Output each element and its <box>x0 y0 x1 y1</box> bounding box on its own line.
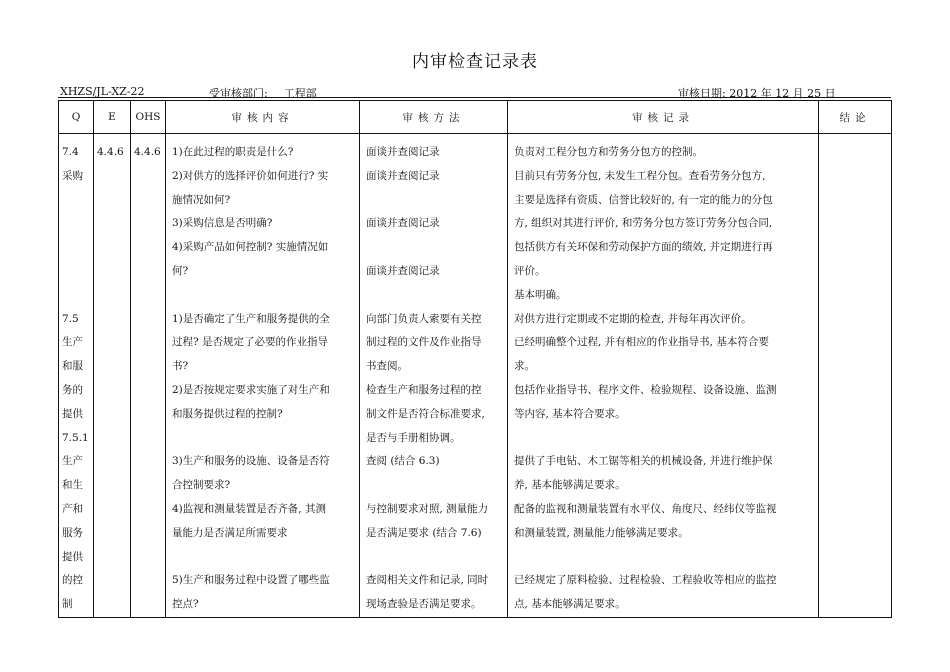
cell-line: 已经规定了原料检验、过程检验、工程验收等相应的监控 <box>514 574 777 587</box>
conclusion-cell <box>819 134 892 618</box>
cell-line: 4.4.6 <box>134 146 161 158</box>
cell-line <box>360 474 507 498</box>
cell-line: 过程? 是否规定了必要的作业指导 <box>172 336 328 349</box>
cell-line: 7.5 <box>62 312 79 325</box>
document-code: XHZS/JL-XZ-22 <box>60 85 145 98</box>
cell-line: 是否满足要求 (结合 7.6) <box>366 526 482 539</box>
audit-method-cell <box>360 134 508 618</box>
cell-line: 4)采购产品如何控制? 实施情况如 <box>172 241 329 254</box>
cell-line: 和生 <box>62 479 83 492</box>
cell-line <box>59 260 93 284</box>
cell-line: 何? <box>172 264 189 277</box>
document-title: 内审检查记录表 <box>412 52 538 72</box>
cell-line: 制文件是否符合标准要求, <box>366 407 485 420</box>
cell-line <box>59 212 93 236</box>
audit-content-cell <box>166 134 360 618</box>
cell-line: 面谈并查阅记录 <box>366 264 440 277</box>
cell-line: 5)生产和服务过程中设置了哪些监 <box>172 574 330 587</box>
cell-line: 面谈并查阅记录 <box>366 217 440 230</box>
cell-line: 制过程的文件及作业指导 <box>366 336 482 349</box>
cell-line: 检查生产和服务过程的控 <box>366 383 482 396</box>
department-label: 受审核部门: <box>209 87 268 100</box>
cell-line: 7.5.1 <box>62 431 89 444</box>
audited-department <box>209 85 352 101</box>
cell-line: 务的 <box>62 383 83 396</box>
cell-line: 提供 <box>62 407 83 420</box>
cell-line <box>166 284 359 308</box>
cell-line: 采购 <box>62 169 83 182</box>
cell-line: 合控制要求? <box>172 479 231 492</box>
audit-record-table <box>58 100 892 618</box>
cell-line <box>508 546 818 570</box>
cell-line: 查阅 (结合 6.3) <box>366 455 440 468</box>
cell-line <box>360 546 507 570</box>
cell-line: 目前只有劳务分包, 未发生工程分包。查看劳务分包方, <box>514 169 766 182</box>
header-content: 审核内容 <box>166 101 360 134</box>
department-value: 工程部 <box>274 88 352 101</box>
cell-line: 已经明确整个过程, 并有相应的作业指导书, 基本符合要 <box>514 336 769 349</box>
header-row <box>59 101 892 134</box>
cell-line: 基本明确。 <box>514 288 567 301</box>
cell-line <box>166 427 359 451</box>
cell-line: 评价。 <box>514 264 546 277</box>
cell-line: 4)监视和测量装置是否齐备, 其测 <box>172 502 326 515</box>
clause-q-cell <box>59 134 94 618</box>
cell-line: 3)采购信息是否明确? <box>172 217 273 230</box>
cell-line: 配备的监视和测量装置有水平仪、角度尺、经纬仪等监视 <box>514 502 777 515</box>
cell-line: 等内容, 基本符合要求。 <box>514 407 626 420</box>
cell-line: 主要是选择有资质、信誉比较好的, 有一定的能力的分包 <box>514 193 773 206</box>
cell-line: 制 <box>62 598 73 611</box>
audit-date: 审核日期: 2012 年 12 月 25 日 <box>678 87 836 100</box>
cell-line <box>166 546 359 570</box>
cell-line: 对供方进行定期或不定期的检查, 并每年再次评价。 <box>514 312 752 325</box>
cell-line <box>360 189 507 213</box>
cell-line: 面谈并查阅记录 <box>366 169 440 182</box>
cell-line: 养, 基本能够满足要求。 <box>514 479 626 492</box>
cell-line: 提供 <box>62 550 83 563</box>
header-q: Q <box>59 101 94 134</box>
cell-line <box>59 284 93 308</box>
cell-line: 1)在此过程的职责是什么? <box>172 146 294 158</box>
cell-line <box>360 236 507 260</box>
header-e: E <box>94 101 131 134</box>
cell-line: 提供了手电钻、木工锯等相关的机械设备, 并进行维护保 <box>514 455 773 468</box>
cell-line: 量能力是否满足所需要求 <box>172 526 288 539</box>
cell-line: 查阅相关文件和记录, 同时 <box>366 574 489 587</box>
audit-record-cell <box>508 134 819 618</box>
cell-line: 和服 <box>62 360 83 373</box>
header-record: 审核记录 <box>508 101 819 134</box>
header-rule <box>58 97 891 98</box>
cell-line: 施情况如何? <box>172 193 231 206</box>
cell-line: 包括作业指导书、程序文件、检验规程、设备设施、监测 <box>514 383 777 396</box>
cell-line: 是否与手册相协调。 <box>366 431 461 444</box>
cell-line: 产和 <box>62 502 83 515</box>
table-row <box>59 134 892 618</box>
cell-line: 书查阅。 <box>366 360 408 373</box>
cell-line: 向部门负责人索要有关控 <box>366 312 482 325</box>
cell-line: 生产 <box>62 336 83 349</box>
cell-line: 2)对供方的选择评价如何进行? 实 <box>172 169 329 182</box>
clause-ohs-cell <box>131 134 166 618</box>
cell-line: 1)是否确定了生产和服务提供的全 <box>172 312 330 325</box>
cell-line: 2)是否按规定要求实施了对生产和 <box>172 383 330 396</box>
cell-line: 负责对工程分包方和劳务分包方的控制。 <box>514 146 703 158</box>
cell-line: 现场查验是否满足要求。 <box>366 598 482 611</box>
cell-line <box>59 189 93 213</box>
cell-line: 生产 <box>62 455 83 468</box>
cell-line: 包括供方有关环保和劳动保护方面的绩效, 并定期进行再 <box>514 241 773 254</box>
cell-line: 和服务提供过程的控制? <box>172 407 283 420</box>
cell-line: 书? <box>172 360 189 373</box>
header-conclusion: 结论 <box>819 101 892 134</box>
cell-line <box>508 427 818 451</box>
cell-line: 3)生产和服务的设施、设备是否符 <box>172 455 330 468</box>
cell-line: 求。 <box>514 360 535 373</box>
cell-line: 点, 基本能够满足要求。 <box>514 598 626 611</box>
cell-line: 服务 <box>62 526 83 539</box>
clause-e-cell <box>94 134 131 618</box>
cell-line: 的控 <box>62 574 83 587</box>
cell-line: 4.4.6 <box>97 146 124 158</box>
header-method: 审核方法 <box>360 101 508 134</box>
cell-line <box>59 236 93 260</box>
cell-line: 和测量装置, 测量能力能够满足要求。 <box>514 526 689 539</box>
cell-line: 与控制要求对照, 测量能力 <box>366 502 489 515</box>
cell-line: 方, 组织对其进行评价, 和劳务分包方签订劳务分包合同, <box>514 217 773 230</box>
cell-line: 7.4 <box>62 146 79 158</box>
header-ohs: OHS <box>131 101 166 134</box>
cell-line: 控点? <box>172 598 199 611</box>
cell-line: 面谈并查阅记录 <box>366 146 440 158</box>
cell-line <box>360 284 507 308</box>
